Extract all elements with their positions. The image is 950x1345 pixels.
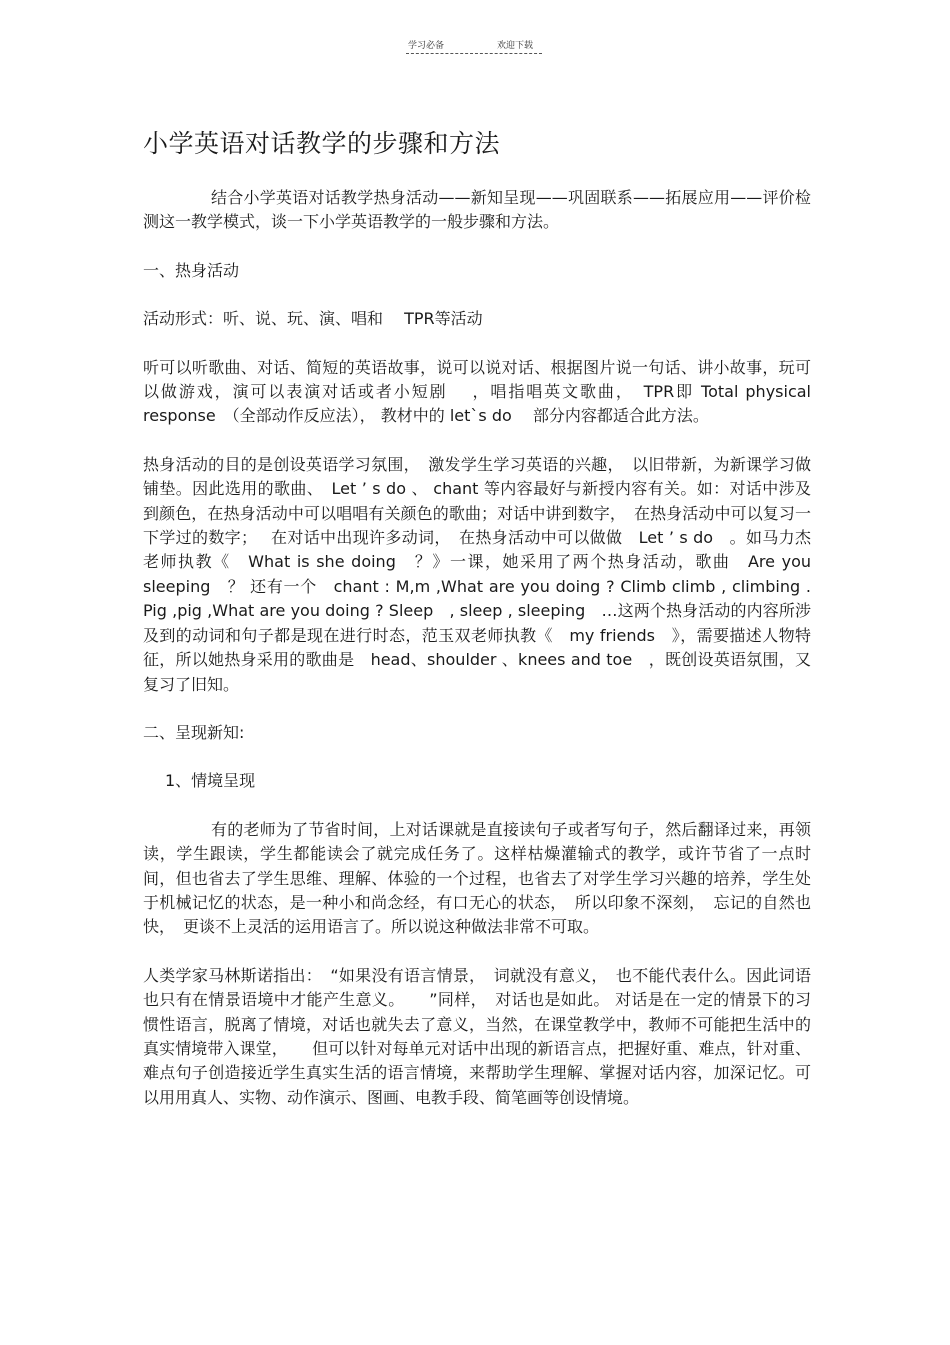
section-heading-warmup: 一、热身活动 xyxy=(143,260,240,280)
header-left-text: 学习必备 xyxy=(408,41,445,51)
activity-description-paragraph: 听可以听歌曲、对话、简短的英语故事，说可以说对话、根据图片说一句话、讲小故事，玩可以做游戏，演可以表演对话或者小短剧 ，唱指唱英文歌曲， TPR即 Total physical response （全部动作反应法）， 教材中的 let`s do 部分内容都适合此方法。 xyxy=(143,357,811,426)
context-quote-paragraph: 人类学家马林斯诺指出： “如果没有语言情景， 词就没有意义， 也不能代表什么。因此词语也只有在情景语境中才能产生意义。 ”同样， 对话也是如此。 对话是在一定的情景下的习惯性语言，脱离了情境，对话也就失去了意义，当然，在课堂教学中，教师不可能把生活中的真实情境带入课堂， 但可以针对每单元对话中出现的新语言点，把握好重、难点，针对重、难点句子创造接近学生真实生活的语言情境，来帮助学生理解、掌握对话内容，加深记忆。可以用用真人、实物、动作演示、图画、电教手段、简笔画等创设情境。 xyxy=(143,965,811,1107)
subsection-heading-situation: 1、情境呈现 xyxy=(165,771,256,791)
warmup-purpose-paragraph: 热身活动的目的是创设英语学习氛围， 激发学生学习英语的兴趣， 以旧带新，为新课学习做铺垫。因此选用的歌曲、 Let ’ s do 、 chant 等内容最好与新授内容有关。如：对话中涉及到颜色，在热身活动中可以唱唱有关颜色的歌曲；对话中讲到数字， 在热身活动中可以复习一下学过的数字； 在对话中出现许多动词， 在热身活动中可以做做 Let ’ s do 。如马力杰老师执教《 What is she doing ？》一课，她采用了两个热身活动，歌曲 Are you sleeping ？ 还有一个 chant : M,m ,What are you doing ? Climb climb , climbing . Pig ,pig ,What are you doing ? Sleep , sleep , sleeping …这两个热身活动的内容所涉及到的动词和句子都是现在进行时态，范玉双老师执教《 my friends 》，需要描述人物特征，所以她热身采用的歌曲是 head、shoulder 、knees and toe ，既创设英语氛围，又复习了旧知。 xyxy=(143,454,811,694)
header-right-text: 欢迎下载 xyxy=(497,41,534,51)
document-body xyxy=(143,186,811,1134)
situation-paragraph: 有的老师为了节省时间，上对话课就是直接读句子或者写句子，然后翻译过来，再领读，学生跟读，学生都能读会了就完成任务了。这样枯燥灌输式的教学，或许节省了一点时间，但也省去了学生思维、理解、体验的一个过程，也省去了对学生学习兴趣的培养，学生处于机械记忆的状态，是一种小和尚念经，有口无心的状态， 所以印象不深刻， 忘记的自然也快， 更谈不上灵活的运用语言了。所以说这种做法非常不可取。 xyxy=(143,819,811,937)
intro-paragraph: 结合小学英语对话教学热身活动——新知呈现——巩固联系——拓展应用——评价检测这一教学模式，谈一下小学英语教学的一般步骤和方法。 xyxy=(143,188,811,232)
header-dashed-rule xyxy=(406,53,542,54)
document-title: 小学英语对话教学的步骤和方法 xyxy=(143,129,501,158)
section-heading-new-knowledge: 二、呈现新知: xyxy=(143,722,245,742)
activity-forms-paragraph: 活动形式：听、说、玩、演、唱和 TPR等活动 xyxy=(143,309,483,329)
